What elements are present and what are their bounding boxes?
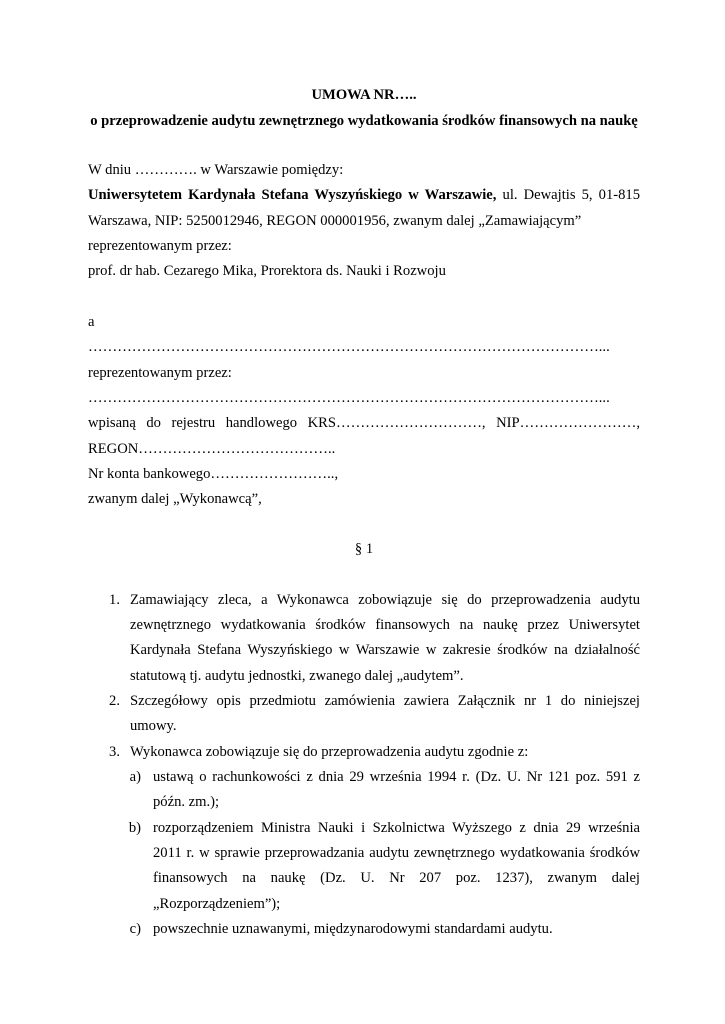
item-1-line-1: Zamawiający zleca, a Wykonawca zobowiązuje się do przeprowadzenia audytu xyxy=(130,592,640,608)
representative: prof. dr hab. Cezarego Mika, Prorektora ds. Nauki i Rozwoju xyxy=(88,263,446,279)
document-subtitle: o przeprowadzenie audytu zewnętrznego wydatkowania środków finansowych na naukę xyxy=(90,113,638,129)
subitem-a-line-1: ustawą o rachunkowości z dnia 29 września 1994 r. (Dz. U. Nr 121 poz. 591 z xyxy=(153,769,640,785)
contractor-name-placeholder: ……………………………………………………………………………………………... xyxy=(88,339,610,355)
representative-placeholder: ……………………………………………………………………………………………... xyxy=(88,390,610,406)
item-2-line-1: Szczegółowy opis przedmiotu zamówienia zawiera Załącznik nr 1 do niniejszej xyxy=(130,693,640,709)
subitem-b-line-3: finansowych na naukę (Dz. U. Nr 207 poz. 1237), zwanym dalej xyxy=(153,870,640,886)
subitem-letter: a) xyxy=(129,769,141,785)
section-heading: § 1 xyxy=(354,541,374,557)
item-1-line-4: statutową tj. audytu jednostki, zwanego dalej „audytem”. xyxy=(130,668,464,684)
subitem-letter: b) xyxy=(128,820,141,836)
subitem-b-line-1: rozporządzeniem Ministra Nauki i Szkolnictwa Wyższego z dnia 29 września xyxy=(153,820,640,836)
item-2-line-2: umowy. xyxy=(130,718,177,734)
item-1-line-2: zewnętrznego wydatkowania środków finansowych na naukę przez Uniwersytet xyxy=(130,617,640,633)
university-address-2: Warszawa, NIP: 5250012946, REGON 000001956, zwanym dalej „Zamawiającym” xyxy=(88,213,582,229)
university-address-1: ul. Dewajtis 5, 01-815 xyxy=(502,187,640,203)
item-number: 2. xyxy=(109,693,120,709)
document-title: UMOWA NR….. xyxy=(311,87,417,103)
represented-by-2: reprezentowanym przez: xyxy=(88,365,232,381)
item-3-line-1: Wykonawca zobowiązuje się do przeprowadzenia audytu zgodnie z: xyxy=(130,744,529,760)
conjunction: a xyxy=(88,314,95,330)
represented-by-1: reprezentowanym przez: xyxy=(88,238,232,254)
bank-account-line: Nr konta bankowego…………………….., xyxy=(88,466,339,482)
university-line xyxy=(88,186,640,204)
subitem-letter: c) xyxy=(129,921,141,937)
item-number: 3. xyxy=(109,744,120,760)
contractor-line: zwanym dalej „Wykonawcą”, xyxy=(88,491,262,507)
item-number: 1. xyxy=(109,592,120,608)
university-name: Uniwersytetem Kardynała Stefana Wyszyńskiego w Warszawie, xyxy=(88,187,497,203)
regon-line: REGON………………………………….. xyxy=(88,441,336,457)
item-1-line-3: Kardynała Stefana Wyszyńskiego w Warszawie w zakresie środków na działalność xyxy=(130,642,640,658)
subitem-b-line-2: 2011 r. w sprawie przeprowadzania audytu zewnętrznego wydatkowania środków xyxy=(153,845,640,861)
krs-line: wpisaną do rejestru handlowego KRS…………………………, NIP……………………, xyxy=(88,415,640,431)
subitem-c-line-1: powszechnie uznawanymi, międzynarodowymi standardami audytu. xyxy=(153,921,553,937)
subitem-b-line-4: „Rozporządzeniem”); xyxy=(153,896,281,912)
intro-line: W dniu …………. w Warszawie pomiędzy: xyxy=(88,162,344,178)
subitem-a-line-2: późn. zm.); xyxy=(153,794,220,810)
